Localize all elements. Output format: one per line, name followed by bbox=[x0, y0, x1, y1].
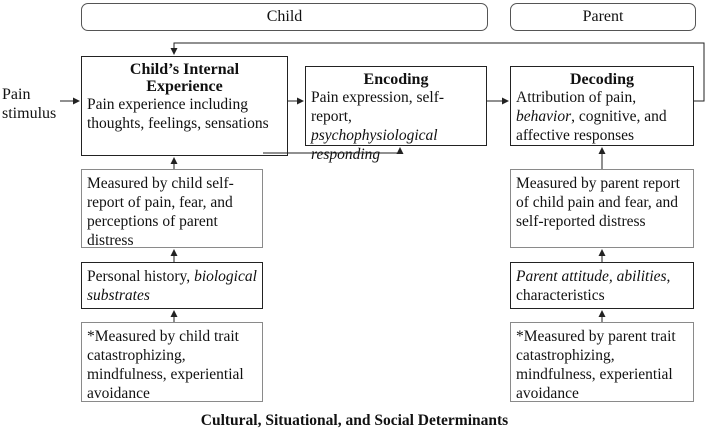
child-measure-to-encoding-arrow bbox=[263, 148, 400, 153]
child-internal-experience-body: Pain experience including thoughts, feelings, sensations bbox=[87, 96, 269, 132]
encoding-title: Encoding bbox=[363, 71, 429, 88]
personal-history-text: Personal history, biological substrates bbox=[87, 268, 257, 304]
child-self-report-text: Measured by child self-report of pain, fear, and perceptions of parent distress bbox=[87, 175, 234, 249]
parent-attitude-text: Parent attitude, abilities, characteristics bbox=[516, 268, 671, 304]
pain-stimulus-label: Pain stimulus bbox=[2, 86, 57, 122]
parent-header-label: Parent bbox=[582, 8, 624, 25]
parent-trait-text: *Measured by parent trait catastrophizing, mindfulness, experiential avoidance bbox=[516, 328, 676, 402]
child-internal-experience-title: Child’s Internal Experience bbox=[129, 61, 240, 95]
decoding-body: Attribution of pain, behavior, cognitive, and affective responses bbox=[516, 89, 667, 144]
parent-report-text: Measured by parent report of child pain and fear, and self-reported distress bbox=[516, 175, 680, 230]
encoding-body: Pain expression, self-report, psychophysiological responding bbox=[311, 89, 445, 163]
child-trait-text: *Measured by child trait catastrophizing, mindfulness, experiential avoidance bbox=[87, 328, 244, 402]
child-header-label: Child bbox=[266, 8, 303, 25]
decoding-feedback-arrow bbox=[174, 43, 704, 101]
footer-determinants: Cultural, Situational, and Social Determinants bbox=[200, 412, 509, 429]
decoding-title: Decoding bbox=[570, 71, 634, 88]
